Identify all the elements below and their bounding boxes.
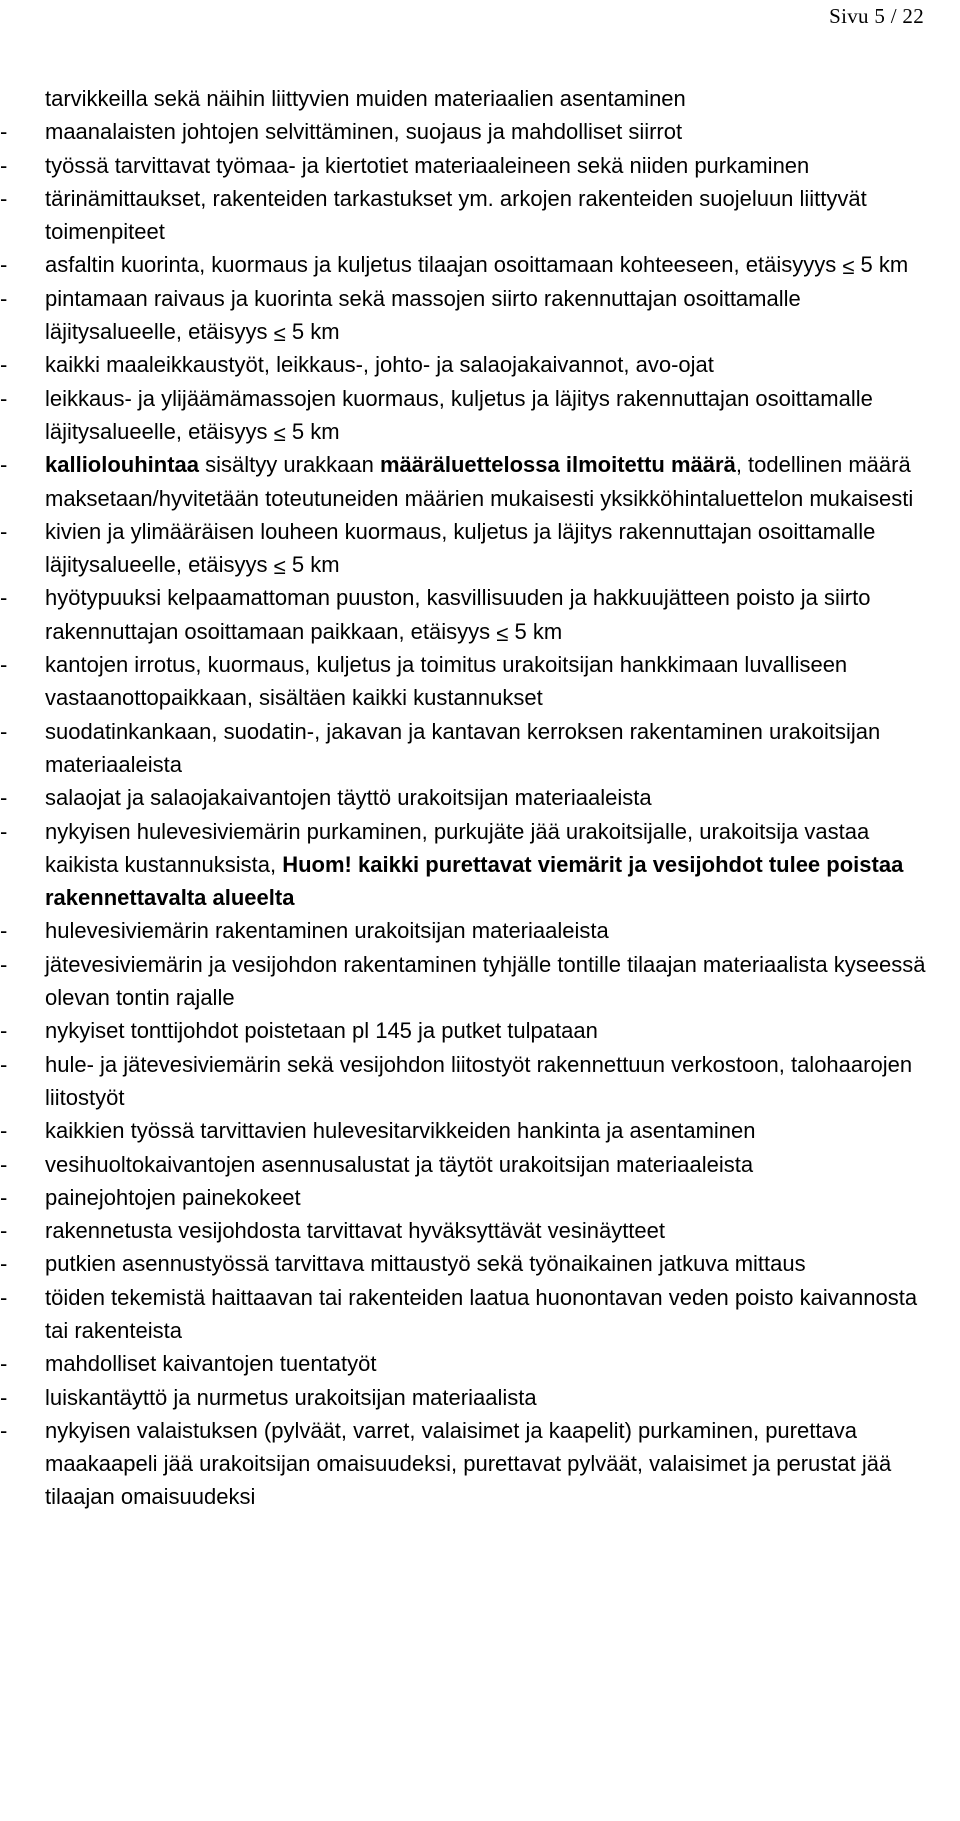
list-dash: - [0, 452, 8, 478]
list-item [0, 115, 960, 148]
list-item [0, 1281, 960, 1348]
text-segment: asfaltin kuorinta, kuormaus ja kuljetus tilaajan osoittamaan kohteeseen, etäisyyys [45, 252, 843, 278]
text-segment: kaikki maaleikkaustyöt, leikkaus-, johto- ja salaojakaivannot, avo-ojat [45, 352, 714, 378]
list-item [0, 781, 960, 814]
text-segment: työssä tarvittavat työmaa- ja kiertotiet materiaaleineen sekä niiden purkaminen [45, 152, 810, 178]
list-dash: - [0, 385, 8, 411]
bold-text: Huom! kaikki purettavat viemärit ja vesijohdot tulee poistaa rakennettavalta alueelta [45, 851, 904, 911]
list-item [0, 1148, 960, 1181]
text-segment: tärinämittaukset, rakenteiden tarkastukset ym. arkojen rakenteiden suojeluun liittyvät toimenpiteet [45, 185, 867, 245]
list-dash: - [0, 818, 8, 844]
list-item [0, 1114, 960, 1147]
list-dash: - [0, 1251, 8, 1277]
list-dash: - [0, 518, 8, 544]
list-dash: - [0, 1184, 8, 1210]
text-segment: kantojen irrotus, kuormaus, kuljetus ja toimitus urakoitsijan hankkimaan luvalliseen vastaanottopaikkaan, sisältäen kaikki kustannukset [45, 652, 848, 711]
list-dash: - [0, 585, 8, 611]
bold-text: kalliolouhintaa [45, 452, 200, 478]
list-dash: - [0, 1151, 8, 1177]
text-segment: salaojat ja salaojakaivantojen täyttö urakoitsijan materiaaleista [45, 785, 652, 811]
list-item [0, 1214, 960, 1247]
text-segment: hulevesiviemärin rakentaminen urakoitsijan materiaaleista [45, 918, 609, 944]
text-segment: nykyiset tonttijohdot poistetaan pl 145 ja putket tulpataan [45, 1018, 598, 1044]
list-dash: - [0, 1018, 8, 1044]
less-or-equal-symbol: ≤ [496, 620, 509, 646]
list-item [0, 1381, 960, 1414]
less-or-equal-symbol: ≤ [273, 554, 286, 580]
text-segment: jätevesiviemärin ja vesijohdon rakentaminen tyhjälle tontille tilaajan materiaalista kyseessä olevan tontin rajalle [45, 951, 926, 1011]
list-item [0, 1014, 960, 1047]
list-item [0, 815, 960, 915]
text-segment: vesihuoltokaivantojen asennusalustat ja täytöt urakoitsijan materiaaleista [45, 1151, 754, 1177]
text-segment: 5 km [285, 552, 340, 578]
list-item [0, 248, 960, 281]
text-segment: hyötypuuksi kelpaamattoman puuston, kasvillisuuden ja hakkuujätteen poisto ja siirto rakennuttajan osoittamaan paikkaan, etäisyys [45, 585, 871, 644]
text-segment: töiden tekemistä haittaavan tai rakenteiden laatua huonontavan veden poisto kaivannosta tai rakenteista [45, 1284, 918, 1343]
list-item [0, 348, 960, 381]
text-segment: leikkaus- ja ylijäämämassojen kuormaus, kuljetus ja läjitys rakennuttajan osoittamalle läjitysalueelle, etäisyys [45, 385, 873, 444]
text-segment: kivien ja ylimääräisen louheen kuormaus, kuljetus ja läjitys rakennuttajan osoittamalle läjitysalueelle, etäisyys [45, 518, 876, 578]
list-item [0, 648, 960, 715]
list-item [0, 715, 960, 782]
list-dash: - [0, 951, 8, 977]
list-dash: - [0, 352, 8, 378]
list-item [0, 515, 960, 582]
text-segment: nykyisen valaistuksen (pylväät, varret, valaisimet ja kaapelit) purkaminen, purettava maakaapeli jää urakoitsijan omaisuudeksi, purettavat pylväät, valaisimet ja perustat jää tilaajan omaisuudeksi [45, 1417, 892, 1510]
list-dash: - [0, 718, 8, 744]
text-segment: hule- ja jätevesiviemärin sekä vesijohdon liitostyöt rakennettuun verkostoon, talohaarojen liitostyöt [45, 1051, 913, 1110]
text-segment: tarvikkeilla sekä näihin liittyvien muiden materiaalien asentaminen [45, 86, 686, 111]
list-item [0, 1347, 960, 1380]
list-dash: - [0, 785, 8, 811]
bold-text: määräluettelossa ilmoitettu määrä [380, 452, 736, 478]
list-item [0, 149, 960, 182]
list-item [0, 1181, 960, 1214]
list-dash: - [0, 1351, 8, 1377]
text-segment: 5 km [854, 252, 909, 278]
text-segment: 5 km [508, 618, 563, 644]
list-item [0, 948, 960, 1015]
text-segment: sisältyy urakkaan [199, 452, 380, 478]
list-dash: - [0, 119, 8, 145]
text-segment: mahdolliset kaivantojen tuentatyöt [45, 1351, 377, 1377]
list-dash: - [0, 1384, 8, 1410]
list-item [0, 448, 960, 515]
list-dash: - [0, 285, 8, 311]
text-segment: pintamaan raivaus ja kuorinta sekä massojen siirto rakennuttajan osoittamalle läjitysalueelle, etäisyys [45, 285, 801, 345]
list-dash: - [0, 1218, 8, 1244]
text-segment: rakennetusta vesijohdosta tarvittavat hyväksyttävät vesinäytteet [45, 1218, 665, 1244]
less-or-equal-symbol: ≤ [273, 321, 286, 347]
text-segment: 5 km [285, 319, 340, 345]
list-item [0, 82, 960, 115]
text-segment: suodatinkankaan, suodatin-, jakavan ja kantavan kerroksen rakentaminen urakoitsijan materiaaleista [45, 718, 881, 777]
list-dash: - [0, 652, 8, 678]
list-item [0, 914, 960, 947]
list-dash: - [0, 1284, 8, 1310]
list-dash: - [0, 185, 8, 211]
list-dash: - [0, 918, 8, 944]
text-segment: kaikkien työssä tarvittavien hulevesitarvikkeiden hankinta ja asentaminen [45, 1118, 756, 1144]
page-number: Sivu 5 / 22 [829, 4, 924, 28]
list-item [0, 581, 960, 648]
less-or-equal-symbol: ≤ [842, 254, 855, 280]
list-item [0, 1247, 960, 1280]
list-dash: - [0, 152, 8, 178]
text-segment: nykyisen hulevesiviemärin purkaminen, purkujäte jää urakoitsijalle, urakoitsija vastaa kaikista kustannuksista, [45, 818, 870, 877]
text-segment: putkien asennustyössä tarvittava mittaustyö sekä työnaikainen jatkuva mittaus [45, 1251, 806, 1277]
list-dash: - [0, 1051, 8, 1077]
list-item [0, 382, 960, 449]
text-segment: luiskantäyttö ja nurmetus urakoitsijan materiaalista [45, 1384, 537, 1410]
text-segment: maanalaisten johtojen selvittäminen, suojaus ja mahdolliset siirrot [45, 119, 683, 145]
list-item [0, 1414, 960, 1514]
less-or-equal-symbol: ≤ [273, 420, 286, 446]
text-segment: , todellinen määrä maksetaan/hyvitetään toteutuneiden määrien mukaisesti yksikköhintaluettelon mukaisesti [45, 452, 914, 511]
list-item [0, 182, 960, 249]
list-dash: - [0, 1118, 8, 1144]
list-item [0, 1048, 960, 1115]
list-item [0, 282, 960, 349]
list-dash: - [0, 1417, 8, 1443]
document-body [0, 82, 960, 1514]
text-segment: painejohtojen painekokeet [45, 1184, 301, 1210]
list-dash: - [0, 252, 8, 278]
text-segment: 5 km [285, 418, 340, 444]
